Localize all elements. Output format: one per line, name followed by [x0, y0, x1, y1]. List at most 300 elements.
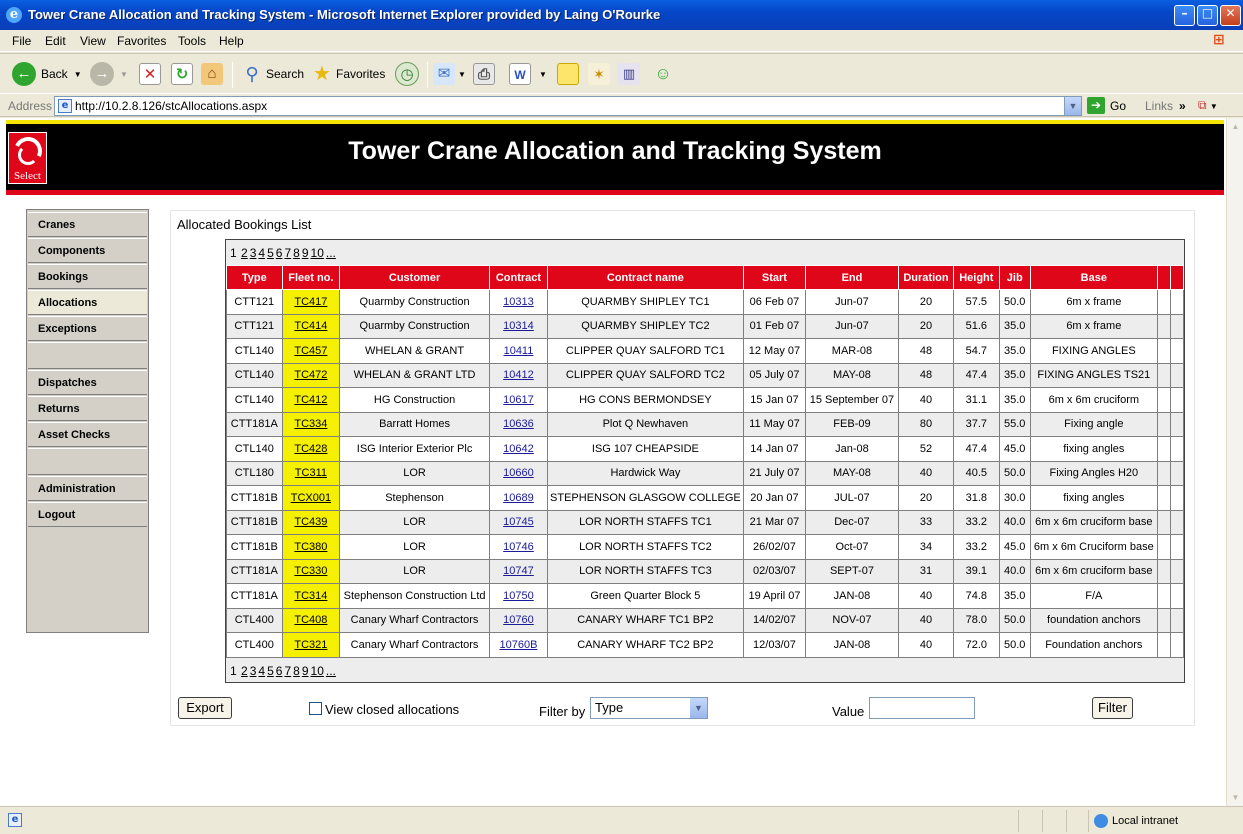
cell-height: 40.5	[954, 461, 999, 486]
cell-type: CTT181A	[227, 559, 283, 584]
nav-spacer	[28, 342, 147, 369]
nav-returns[interactable]: Returns	[28, 396, 147, 421]
home-icon: ⌂	[201, 63, 223, 85]
cell-blank	[1170, 363, 1183, 388]
allocations-table	[226, 265, 1184, 658]
cell-type: CTT181A	[227, 412, 283, 437]
address-label: Address	[8, 99, 53, 113]
pager-current: 1	[230, 664, 237, 678]
cell-end: JAN-08	[806, 633, 899, 658]
cell-start: 15 Jan 07	[743, 388, 805, 413]
cell-contract	[489, 535, 547, 560]
messenger-button[interactable]	[651, 60, 675, 88]
pager-link[interactable]: 4	[258, 246, 266, 260]
table-row	[227, 412, 1184, 437]
status-cell	[1088, 810, 1089, 832]
filter-by-label: Filter by	[539, 704, 586, 719]
menu-help[interactable]: Help	[219, 34, 244, 48]
research-button[interactable]	[588, 60, 610, 88]
cell-jib: 40.0	[999, 559, 1030, 584]
pager-link[interactable]: 7	[284, 664, 292, 678]
fleet-link[interactable]: TC457	[294, 344, 328, 357]
filter-type-select[interactable]	[590, 697, 708, 719]
cell-contract-name: CLIPPER QUAY SALFORD TC2	[548, 363, 744, 388]
contract-link[interactable]: 10660	[503, 467, 534, 480]
table-row	[227, 339, 1184, 364]
cell-start: 14/02/07	[743, 608, 805, 633]
cell-height: 51.6	[954, 314, 999, 339]
status-bar	[0, 806, 1243, 834]
column-header: Start	[743, 266, 805, 290]
cell-duration: 40	[898, 633, 953, 658]
stop-icon: ✕	[139, 63, 161, 85]
column-header: Jib	[999, 266, 1030, 290]
table-row	[227, 608, 1184, 633]
cell-type: CTT181B	[227, 510, 283, 535]
messenger-icon: ☺	[654, 64, 672, 83]
cell-start: 21 July 07	[743, 461, 805, 486]
cell-contract	[489, 559, 547, 584]
cell-duration: 20	[898, 314, 953, 339]
back-label: Back	[41, 67, 68, 81]
cell-end: Oct-07	[806, 535, 899, 560]
menu-tools[interactable]: Tools	[178, 34, 207, 48]
status-cell	[1018, 810, 1019, 832]
back-button[interactable]	[12, 60, 82, 88]
cell-blank	[1157, 314, 1170, 339]
cell-customer: WHELAN & GRANT LTD	[340, 363, 490, 388]
cell-contract	[489, 412, 547, 437]
cell-start: 14 Jan 07	[743, 437, 805, 462]
cell-height: 33.2	[954, 535, 999, 560]
cell-blank	[1157, 388, 1170, 413]
nav-logout[interactable]: Logout	[28, 502, 147, 527]
print-button[interactable]	[473, 60, 495, 88]
cell-jib: 35.0	[999, 314, 1030, 339]
table-row	[227, 633, 1184, 658]
books-icon: ▥	[618, 63, 640, 85]
cell-fleet-no	[282, 437, 340, 462]
cell-blank	[1157, 633, 1170, 658]
pager-link[interactable]: 5	[267, 664, 274, 678]
cell-customer: Stephenson	[340, 486, 490, 511]
stop-button[interactable]	[139, 60, 161, 88]
mail-icon: ✉	[433, 63, 455, 85]
contract-link[interactable]: 10746	[503, 540, 534, 553]
cell-type: CTL140	[227, 388, 283, 413]
view-closed-label: View closed allocations	[325, 702, 460, 717]
cell-contract	[489, 339, 547, 364]
status-cell	[1066, 810, 1067, 832]
cell-blank	[1157, 437, 1170, 462]
column-header: Type	[227, 266, 283, 290]
fleet-link[interactable]: TC472	[294, 369, 328, 382]
window-title: Tower Crane Allocation and Tracking System - Microsoft Internet Explorer provided by Laing O'Rourke	[28, 7, 661, 22]
cell-end: MAY-08	[806, 363, 899, 388]
pager-link[interactable]: 10	[310, 664, 324, 678]
windows-logo-icon: ⊞	[1213, 32, 1225, 48]
refresh-button[interactable]	[171, 60, 193, 88]
cell-end: Jan-08	[806, 437, 899, 462]
cell-type: CTT121	[227, 290, 283, 315]
cell-base: 6m x 6m cruciform base	[1030, 510, 1157, 535]
forward-button[interactable]	[90, 60, 128, 88]
minimize-button[interactable]: –	[1174, 5, 1195, 26]
cell-start: 01 Feb 07	[743, 314, 805, 339]
filter-value-input[interactable]	[869, 697, 975, 719]
cell-base: F/A	[1030, 584, 1157, 609]
cell-contract	[489, 584, 547, 609]
pager-link[interactable]: 9	[301, 246, 309, 260]
cell-base: FIXING ANGLES TS21	[1030, 363, 1157, 388]
nav-exceptions[interactable]: Exceptions	[28, 316, 147, 341]
cell-blank	[1170, 461, 1183, 486]
cell-customer: LOR	[340, 461, 490, 486]
fleet-link[interactable]: TC408	[294, 614, 328, 627]
cell-fleet-no	[282, 510, 340, 535]
cell-type: CTT181B	[227, 535, 283, 560]
cell-jib: 45.0	[999, 437, 1030, 462]
scroll-up-icon[interactable]: ▲	[1231, 122, 1240, 131]
fleet-link[interactable]: TC428	[294, 442, 328, 455]
contract-link[interactable]: 10760	[503, 614, 534, 627]
contract-link[interactable]: 10745	[503, 516, 534, 529]
cell-duration: 20	[898, 290, 953, 315]
menu-view[interactable]: View	[80, 34, 106, 48]
cell-height: 39.1	[954, 559, 999, 584]
go-arrow-icon: ➔	[1087, 97, 1105, 114]
forward-dropdown-icon: ▼	[120, 69, 128, 79]
cell-end: MAR-08	[806, 339, 899, 364]
contract-link[interactable]: 10636	[503, 418, 534, 431]
research-icon: ✶	[588, 63, 610, 85]
table-row	[227, 388, 1184, 413]
back-dropdown-icon[interactable]: ▼	[73, 69, 82, 79]
cell-duration: 40	[898, 608, 953, 633]
value-label: Value	[832, 704, 865, 719]
links-label: Links	[1145, 99, 1174, 113]
side-navigation	[26, 209, 149, 633]
cell-end: Dec-07	[806, 510, 899, 535]
pager-link[interactable]: 2	[241, 246, 248, 260]
links-toolbar[interactable]	[1145, 99, 1186, 113]
search-button[interactable]	[240, 60, 304, 88]
cell-height: 74.8	[954, 584, 999, 609]
pager-link[interactable]: 10	[310, 246, 324, 260]
cell-base: Fixing Angles H20	[1030, 461, 1157, 486]
cell-type: CTT181B	[227, 486, 283, 511]
address-input[interactable]	[54, 96, 1082, 116]
menu-file[interactable]: File	[12, 34, 32, 48]
cell-contract	[489, 363, 547, 388]
history-icon: ◷	[395, 62, 419, 86]
close-button[interactable]: ✕	[1220, 5, 1241, 26]
menu-favorites[interactable]: Favorites	[117, 34, 167, 48]
cell-start: 02/03/07	[743, 559, 805, 584]
cell-base: 6m x 6m cruciform base	[1030, 559, 1157, 584]
cell-end: FEB-09	[806, 412, 899, 437]
fleet-link[interactable]: TC314	[294, 589, 328, 602]
home-button[interactable]	[201, 60, 223, 88]
contract-link[interactable]: 10617	[503, 393, 534, 406]
toolbar	[0, 53, 1243, 93]
cell-start: 05 July 07	[743, 363, 805, 388]
cell-fleet-no	[282, 486, 340, 511]
export-button[interactable]: Export	[178, 697, 232, 719]
cell-contract	[489, 388, 547, 413]
cell-contract	[489, 437, 547, 462]
nav-components[interactable]: Components	[28, 238, 147, 263]
go-button[interactable]	[1087, 97, 1126, 114]
discuss-button[interactable]	[557, 60, 579, 88]
cell-start: 19 April 07	[743, 584, 805, 609]
cell-jib: 45.0	[999, 535, 1030, 560]
cell-end: NOV-07	[806, 608, 899, 633]
zone-label: Local intranet	[1112, 815, 1179, 827]
pager-link[interactable]: 7	[284, 246, 292, 260]
cell-contract-name: LOR NORTH STAFFS TC1	[548, 510, 744, 535]
cell-customer: LOR	[340, 535, 490, 560]
cell-fleet-no	[282, 461, 340, 486]
cell-customer: Quarmby Construction	[340, 290, 490, 315]
reference-button[interactable]	[618, 60, 640, 88]
search-label: Search	[266, 67, 305, 81]
column-header: Contract	[489, 266, 547, 290]
cell-base: 6m x 6m cruciform	[1030, 388, 1157, 413]
pager-link[interactable]: ...	[325, 246, 336, 260]
cell-blank	[1157, 290, 1170, 315]
cell-blank	[1157, 486, 1170, 511]
nav-administration[interactable]: Administration	[28, 476, 147, 501]
cell-fleet-no	[282, 633, 340, 658]
contract-link[interactable]: 10642	[503, 442, 534, 455]
cell-jib: 35.0	[999, 584, 1030, 609]
favorites-label: Favorites	[336, 67, 386, 81]
cell-blank	[1157, 363, 1170, 388]
cell-contract	[489, 290, 547, 315]
address-bar	[0, 93, 1243, 117]
cell-blank	[1157, 584, 1170, 609]
contract-link[interactable]: 10747	[503, 565, 534, 578]
cell-jib: 40.0	[999, 510, 1030, 535]
cell-contract-name: CLIPPER QUAY SALFORD TC1	[548, 339, 744, 364]
fleet-link[interactable]: TC380	[294, 540, 328, 553]
cell-base: 6m x frame	[1030, 314, 1157, 339]
pager-link[interactable]: 9	[301, 664, 309, 678]
print-icon: ⎙	[473, 63, 495, 85]
cell-base: FIXING ANGLES	[1030, 339, 1157, 364]
nav-asset-checks[interactable]: Asset Checks	[28, 422, 147, 447]
cell-jib: 35.0	[999, 363, 1030, 388]
cell-fleet-no	[282, 412, 340, 437]
cell-duration: 52	[898, 437, 953, 462]
cell-base: Fixing angle	[1030, 412, 1157, 437]
cell-blank	[1170, 339, 1183, 364]
cell-duration: 48	[898, 363, 953, 388]
address-dropdown-icon[interactable]: ▼	[1064, 97, 1081, 115]
fleet-link[interactable]: TC334	[294, 418, 328, 431]
scroll-down-icon[interactable]: ▼	[1231, 793, 1240, 802]
snagit-icon[interactable]: ⧉ ▼	[1198, 98, 1218, 112]
cell-blank	[1157, 510, 1170, 535]
pager-link[interactable]: 6	[275, 246, 283, 260]
table-row	[227, 363, 1184, 388]
cell-base: 6m x frame	[1030, 290, 1157, 315]
cell-customer: Stephenson Construction Ltd	[340, 584, 490, 609]
mail-button[interactable]	[433, 60, 466, 88]
toolbar-separator	[232, 62, 233, 88]
edit-dropdown-icon[interactable]: ▼	[539, 69, 547, 79]
forward-arrow-icon: →	[90, 62, 114, 86]
contract-link[interactable]: 10313	[503, 295, 534, 308]
cell-contract-name: Plot Q Newhaven	[548, 412, 744, 437]
fleet-link[interactable]: TCX001	[290, 491, 332, 504]
cell-duration: 34	[898, 535, 953, 560]
cell-fleet-no	[282, 314, 340, 339]
cell-duration: 31	[898, 559, 953, 584]
fleet-link[interactable]: TC439	[294, 516, 328, 529]
contract-link[interactable]: 10314	[503, 320, 534, 333]
cell-end: MAY-08	[806, 461, 899, 486]
cell-contract-name: Hardwick Way	[548, 461, 744, 486]
site-title: Tower Crane Allocation and Tracking System	[348, 137, 882, 165]
cell-jib: 50.0	[999, 608, 1030, 633]
pager-link[interactable]: 8	[293, 664, 300, 678]
table-body	[227, 290, 1184, 658]
cell-contract	[489, 314, 547, 339]
fleet-link[interactable]: TC311	[294, 467, 327, 480]
column-header: Fleet no.	[282, 266, 340, 290]
contract-link[interactable]: 10760B	[499, 638, 538, 651]
table-row	[227, 486, 1184, 511]
fleet-link[interactable]: TC414	[294, 320, 328, 333]
cell-contract	[489, 633, 547, 658]
contract-link[interactable]: 10689	[503, 491, 534, 504]
cell-blank	[1170, 388, 1183, 413]
cell-jib: 55.0	[999, 412, 1030, 437]
contract-link[interactable]: 10411	[503, 344, 534, 357]
pager-link[interactable]: 5	[267, 246, 274, 260]
chevron-down-icon[interactable]: ▼	[690, 698, 707, 718]
cell-duration: 40	[898, 584, 953, 609]
cell-type: CTL180	[227, 461, 283, 486]
allocations-grid	[225, 239, 1185, 683]
edit-word-button[interactable]	[509, 60, 547, 88]
cell-duration: 40	[898, 461, 953, 486]
address-url: http://10.2.8.126/stcAllocations.aspx	[75, 99, 268, 113]
cell-customer: Canary Wharf Contractors	[340, 633, 490, 658]
page-icon: e	[58, 99, 72, 113]
contract-link[interactable]: 10750	[503, 589, 534, 602]
cell-end: JUL-07	[806, 486, 899, 511]
filter-button[interactable]: Filter	[1092, 697, 1133, 719]
cell-duration: 40	[898, 388, 953, 413]
nav-cranes[interactable]: Cranes	[28, 212, 147, 237]
cell-contract-name: LOR NORTH STAFFS TC3	[548, 559, 744, 584]
filter-type-value: Type	[595, 700, 624, 715]
cell-start: 06 Feb 07	[743, 290, 805, 315]
cell-height: 54.7	[954, 339, 999, 364]
cell-base: 6m x 6m Cruciform base	[1030, 535, 1157, 560]
cell-start: 12/03/07	[743, 633, 805, 658]
cell-blank	[1157, 608, 1170, 633]
table-row	[227, 437, 1184, 462]
cell-height: 37.7	[954, 412, 999, 437]
links-chevron-icon[interactable]: »	[1179, 99, 1186, 113]
cell-fleet-no	[282, 559, 340, 584]
pager-top	[230, 246, 338, 260]
cell-type: CTL140	[227, 363, 283, 388]
cell-height: 31.8	[954, 486, 999, 511]
cell-base: Foundation anchors	[1030, 633, 1157, 658]
cell-height: 47.4	[954, 437, 999, 462]
cell-customer: LOR	[340, 510, 490, 535]
cell-jib: 35.0	[999, 388, 1030, 413]
mail-dropdown-icon[interactable]: ▼	[458, 69, 466, 79]
cell-type: CTL400	[227, 608, 283, 633]
vertical-scrollbar[interactable]	[1226, 118, 1243, 806]
maximize-button[interactable]: □	[1197, 5, 1218, 26]
nav-allocations[interactable]: Allocations	[28, 290, 147, 315]
cell-blank	[1170, 584, 1183, 609]
pager-link[interactable]: ...	[325, 664, 336, 678]
nav-bookings[interactable]: Bookings	[28, 264, 147, 289]
history-button[interactable]	[395, 60, 419, 88]
pager-link[interactable]: 3	[249, 664, 257, 678]
menu-edit[interactable]: Edit	[45, 34, 66, 48]
cell-blank	[1170, 412, 1183, 437]
pager-link[interactable]: 3	[249, 246, 257, 260]
cell-contract-name: CANARY WHARF TC1 BP2	[548, 608, 744, 633]
logo-text: Select	[14, 170, 41, 182]
window-title-bar	[0, 0, 1243, 30]
cell-type: CTT181A	[227, 584, 283, 609]
pager-link[interactable]: 4	[258, 664, 266, 678]
fleet-link[interactable]: TC412	[294, 393, 328, 406]
cell-start: 21 Mar 07	[743, 510, 805, 535]
cell-type: CTL140	[227, 437, 283, 462]
cell-start: 12 May 07	[743, 339, 805, 364]
cell-start: 26/02/07	[743, 535, 805, 560]
column-header: Duration	[898, 266, 953, 290]
fleet-link[interactable]: TC417	[294, 295, 328, 308]
pager-current: 1	[230, 246, 237, 260]
cell-blank	[1170, 608, 1183, 633]
nav-dispatches[interactable]: Dispatches	[28, 370, 147, 395]
globe-icon	[1094, 814, 1108, 828]
fleet-link[interactable]: TC321	[294, 638, 328, 651]
pager-link[interactable]: 2	[241, 664, 248, 678]
favorites-button[interactable]	[310, 60, 385, 88]
fleet-link[interactable]: TC330	[294, 565, 328, 578]
cell-customer: HG Construction	[340, 388, 490, 413]
cell-base: fixing angles	[1030, 437, 1157, 462]
cell-end: JAN-08	[806, 584, 899, 609]
cell-height: 72.0	[954, 633, 999, 658]
pager-link[interactable]: 6	[275, 664, 283, 678]
column-header: Height	[954, 266, 999, 290]
cell-blank	[1157, 535, 1170, 560]
cell-blank	[1170, 535, 1183, 560]
view-closed-checkbox[interactable]	[309, 702, 322, 715]
cell-blank	[1157, 339, 1170, 364]
contract-link[interactable]: 10412	[503, 369, 534, 382]
cell-fleet-no	[282, 339, 340, 364]
pager-link[interactable]: 8	[293, 246, 300, 260]
cell-height: 78.0	[954, 608, 999, 633]
cell-contract	[489, 486, 547, 511]
cell-customer: LOR	[340, 559, 490, 584]
